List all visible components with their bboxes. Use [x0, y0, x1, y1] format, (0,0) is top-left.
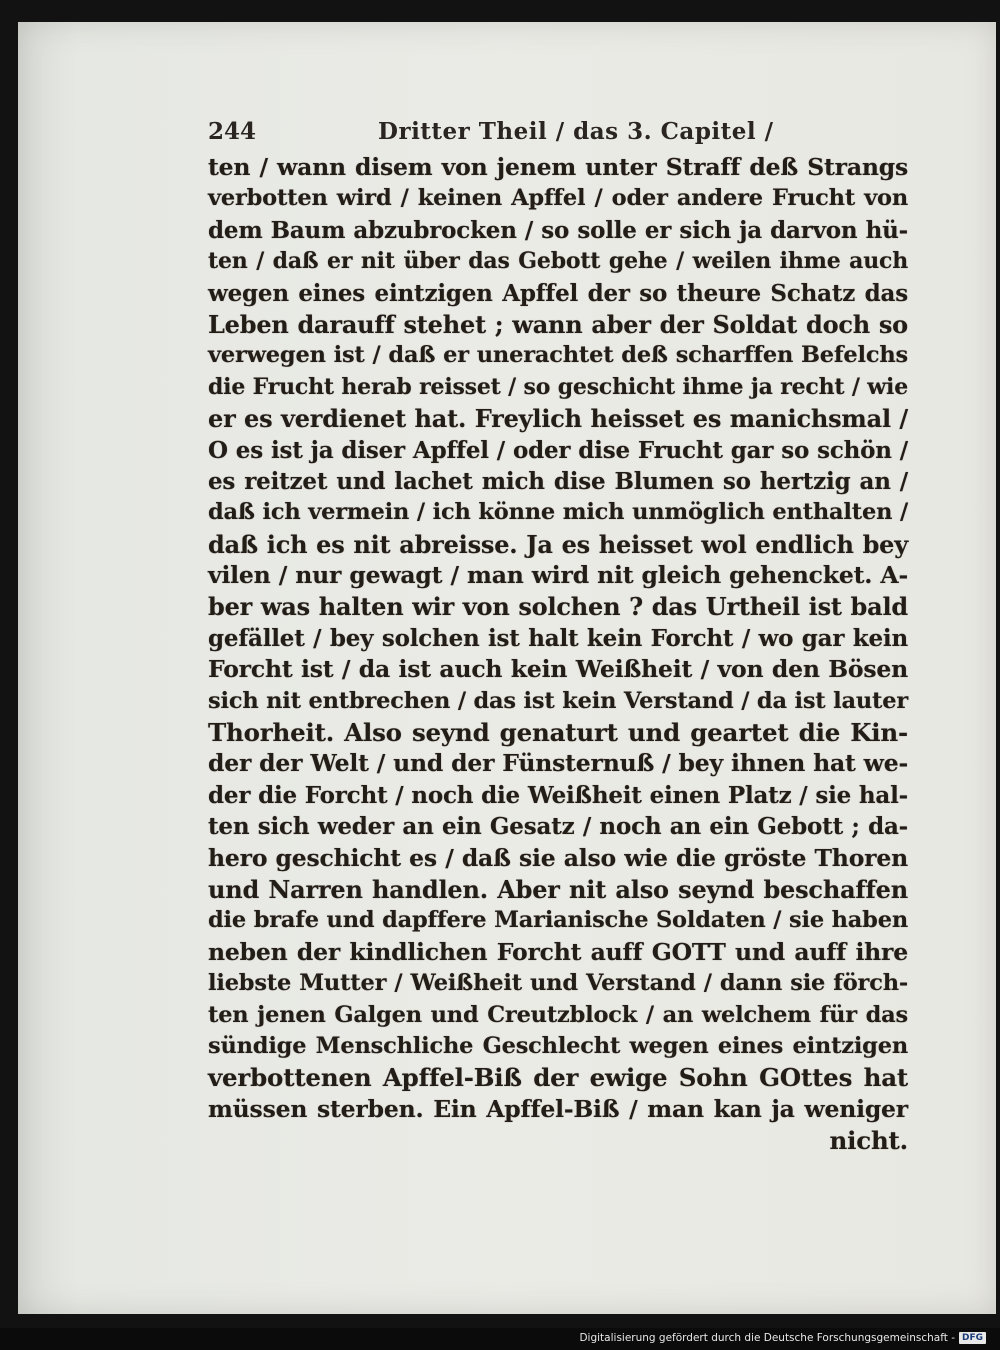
text-line: verwegen ist / daß er unerachtet deß scharffen Befelchs — [208, 342, 908, 369]
text-line: liebste Mutter / Weißheit und Verstand / dann sie förch- — [208, 970, 908, 997]
text-line: Thorheit. Also seynd genaturt und geartet die Kin- — [208, 718, 908, 748]
text-line: sündige Menschliche Geschlecht wegen eines eintzigen — [208, 1032, 908, 1059]
text-line: ten / daß er nit über das Gebott gehe / weilen ihme auch — [208, 248, 908, 275]
text-line: O es ist ja diser Apffel / oder dise Frucht gar so schön / — [208, 436, 908, 464]
body-text — [208, 152, 908, 1157]
text-line: er es verdienet hat. Freylich heisset es manichsmal / — [208, 404, 908, 434]
text-line: daß ich vermein / ich könne mich unmöglich enthalten / — [208, 499, 908, 526]
text-line: der der Welt / und der Fünsternuß / bey ihnen hat we- — [208, 749, 908, 778]
text-line: verbottenen Apffel-Biß der ewige Sohn GOttes hat — [208, 1063, 908, 1093]
text-line: müssen sterben. Ein Apffel-Biß / man kan ja weniger — [208, 1094, 908, 1123]
text-block — [208, 116, 908, 1157]
dfg-logo: DFG — [959, 1332, 986, 1344]
text-line: der die Forcht / noch die Weißheit einen Platz / sie hal- — [208, 781, 908, 809]
text-line: dem Baum abzubrocken / so solle er sich ja darvon hü- — [208, 216, 908, 244]
text-line: Forcht ist / da ist auch kein Weißheit / von den Bösen — [208, 655, 908, 684]
text-line: hero geschicht es / daß sie also wie die gröste Thoren — [208, 843, 908, 872]
text-line: die Frucht herab reisset / so geschicht ihme ja recht / wie — [208, 373, 908, 400]
running-head-title: Dritter Theil / das 3. Capitel / — [378, 118, 774, 145]
text-line: ten / wann disem von jenem unter Straff deß Strangs — [208, 153, 908, 181]
text-line: Leben darauff stehet ; wann aber der Soldat doch so — [208, 309, 908, 339]
text-line: sich nit entbrechen / das ist kein Verstand / da ist lauter — [208, 687, 908, 714]
text-line: die brafe und dapffere Marianische Soldaten / sie haben — [208, 907, 908, 934]
text-line: und Narren handlen. Aber nit also seynd beschaffen — [208, 874, 908, 904]
book-page — [18, 22, 996, 1314]
text-line: nicht. — [829, 1126, 908, 1156]
funding-credit-text: Digitalisierung gefördert durch die Deutsche Forschungsgemeinschaft - — [579, 1332, 955, 1344]
text-line: es reitzet und lachet mich dise Blumen so hertzig an / — [208, 467, 908, 495]
text-line: daß ich es nit abreisse. Ja es heisset wol endlich bey — [208, 529, 908, 559]
text-line: ten sich weder an ein Gesatz / noch an ein Gebott ; da- — [208, 813, 908, 841]
text-line: gefället / bey solchen ist halt kein Forcht / wo gar kein — [208, 624, 908, 652]
text-line: ten jenen Galgen und Creutzblock / an welchem für das — [208, 1001, 908, 1028]
footer-credit — [579, 1330, 986, 1346]
page-number: 244 — [208, 118, 257, 145]
text-line: vilen / nur gewagt / man wird nit gleich gehencket. A- — [208, 561, 908, 590]
text-line: wegen eines eintzigen Apffel der so theure Schatz das — [208, 279, 908, 307]
text-line: verbotten wird / keinen Apffel / oder andere Frucht von — [208, 185, 908, 212]
text-line: ber was halten wir von solchen ? das Urtheil ist bald — [208, 592, 908, 622]
text-line: neben der kindlichen Forcht auff GOTT und auff ihre — [208, 937, 908, 966]
running-head — [208, 116, 908, 152]
